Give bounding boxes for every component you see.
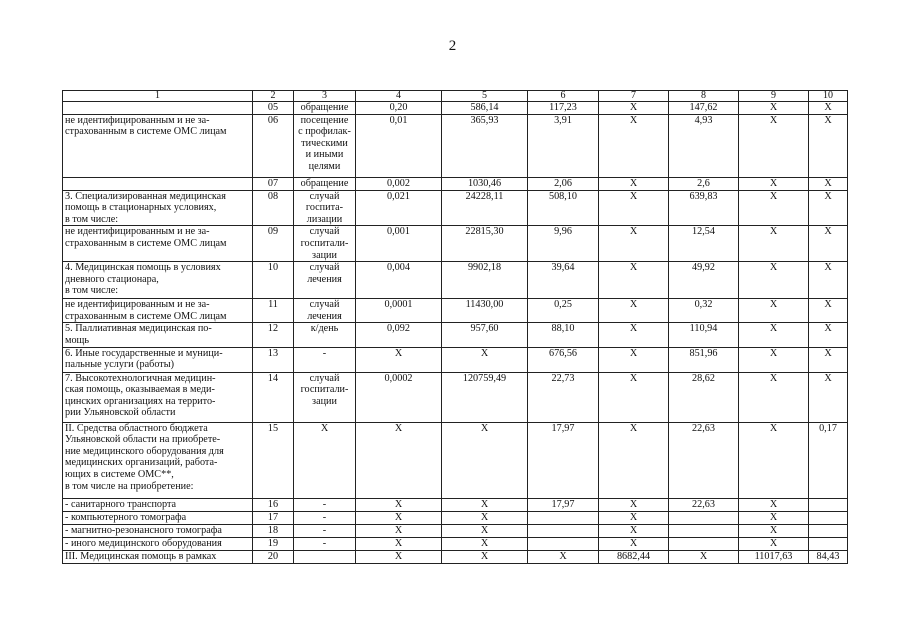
cell-col-1: 3. Специализированная медицинская помощь в стационарных условиях, в том числе:: [63, 190, 253, 226]
cell-col-5: X: [442, 537, 528, 550]
cell-col-9: X: [739, 299, 809, 323]
cell-col-3: случай госпитали- зации: [294, 372, 356, 422]
cell-col-4: X: [356, 550, 442, 563]
cell-col-2: 13: [253, 347, 294, 372]
cell-col-6: 9,96: [528, 226, 599, 262]
cell-col-7: X: [599, 226, 669, 262]
cell-col-9: X: [739, 102, 809, 115]
table-row: [63, 372, 848, 422]
cell-col-6: 0,25: [528, 299, 599, 323]
cell-col-9: X: [739, 422, 809, 498]
column-header-7: 7: [599, 91, 669, 102]
cell-col-4: 0,092: [356, 323, 442, 347]
cell-col-9: X: [739, 323, 809, 347]
cell-col-4: X: [356, 524, 442, 537]
page-number: 2: [448, 38, 457, 54]
cell-col-8: 22,63: [669, 498, 739, 511]
cell-col-9: 11017,63: [739, 550, 809, 563]
cell-col-3: случай госпита- лизации: [294, 190, 356, 226]
cell-col-3: случай лечения: [294, 262, 356, 299]
cell-col-5: 120759,49: [442, 372, 528, 422]
column-header-3: 3: [294, 91, 356, 102]
cell-col-8: [669, 537, 739, 550]
cell-col-2: 07: [253, 177, 294, 190]
cell-col-4: 0,20: [356, 102, 442, 115]
cell-col-9: X: [739, 177, 809, 190]
cell-col-9: X: [739, 262, 809, 299]
cell-col-10: 0,17: [809, 422, 848, 498]
cell-col-9: X: [739, 226, 809, 262]
cell-col-3: случай лечения: [294, 299, 356, 323]
table-row: [63, 347, 848, 372]
cell-col-7: X: [599, 511, 669, 524]
cell-col-6: 17,97: [528, 498, 599, 511]
cell-col-4: 0,01: [356, 114, 442, 177]
table-row: [63, 537, 848, 550]
table-row: [63, 190, 848, 226]
cell-col-9: X: [739, 190, 809, 226]
cell-col-9: X: [739, 498, 809, 511]
cell-col-6: 508,10: [528, 190, 599, 226]
column-header-4: 4: [356, 91, 442, 102]
cell-col-4: X: [356, 498, 442, 511]
cell-col-7: X: [599, 114, 669, 177]
cell-col-6: 17,97: [528, 422, 599, 498]
cell-col-7: X: [599, 262, 669, 299]
cell-col-4: 0,021: [356, 190, 442, 226]
table-row: [63, 226, 848, 262]
table-body: [63, 102, 848, 564]
cell-col-1: 4. Медицинская помощь в условиях дневного стационара, в том числе:: [63, 262, 253, 299]
cell-col-6: 3,91: [528, 114, 599, 177]
column-header-10: 10: [809, 91, 848, 102]
cell-col-10: X: [809, 114, 848, 177]
cell-col-4: 0,002: [356, 177, 442, 190]
cell-col-7: X: [599, 190, 669, 226]
cell-col-9: X: [739, 511, 809, 524]
cell-col-2: 11: [253, 299, 294, 323]
cell-col-1: - иного медицинского оборудования: [63, 537, 253, 550]
column-header-2: 2: [253, 91, 294, 102]
cell-col-1: 6. Иные государственные и муници- пальные услуги (работы): [63, 347, 253, 372]
cell-col-8: 0,32: [669, 299, 739, 323]
table-row: [63, 498, 848, 511]
cell-col-7: X: [599, 524, 669, 537]
column-header-6: 6: [528, 91, 599, 102]
cell-col-8: 2,6: [669, 177, 739, 190]
table-row: [63, 323, 848, 347]
cell-col-1: 5. Паллиативная медицинская по- мощь: [63, 323, 253, 347]
column-header-8: 8: [669, 91, 739, 102]
cell-col-6: 2,06: [528, 177, 599, 190]
cell-col-6: [528, 537, 599, 550]
cell-col-2: 10: [253, 262, 294, 299]
cell-col-8: 110,94: [669, 323, 739, 347]
header-row: [63, 91, 848, 102]
cell-col-7: 8682,44: [599, 550, 669, 563]
financing-table: [62, 90, 848, 564]
cell-col-8: 851,96: [669, 347, 739, 372]
cell-col-2: 17: [253, 511, 294, 524]
cell-col-2: 12: [253, 323, 294, 347]
cell-col-10: X: [809, 347, 848, 372]
cell-col-2: 05: [253, 102, 294, 115]
cell-col-4: 0,001: [356, 226, 442, 262]
cell-col-2: 16: [253, 498, 294, 511]
cell-col-5: 11430,00: [442, 299, 528, 323]
cell-col-6: 676,56: [528, 347, 599, 372]
cell-col-5: 24228,11: [442, 190, 528, 226]
cell-col-8: [669, 524, 739, 537]
cell-col-10: [809, 537, 848, 550]
cell-col-4: X: [356, 511, 442, 524]
cell-col-2: 18: [253, 524, 294, 537]
cell-col-3: посещение с профилак- тическими и иными целями: [294, 114, 356, 177]
cell-col-3: обращение: [294, 177, 356, 190]
cell-col-6: 39,64: [528, 262, 599, 299]
cell-col-10: X: [809, 190, 848, 226]
cell-col-8: [669, 511, 739, 524]
cell-col-10: X: [809, 262, 848, 299]
table-row: [63, 422, 848, 498]
cell-col-2: 08: [253, 190, 294, 226]
cell-col-2: 19: [253, 537, 294, 550]
cell-col-3: -: [294, 524, 356, 537]
cell-col-5: X: [442, 511, 528, 524]
cell-col-10: [809, 511, 848, 524]
cell-col-8: 147,62: [669, 102, 739, 115]
cell-col-5: 1030,46: [442, 177, 528, 190]
cell-col-4: X: [356, 422, 442, 498]
cell-col-7: X: [599, 323, 669, 347]
cell-col-4: 0,004: [356, 262, 442, 299]
cell-col-1: 7. Высокотехнологичная медицин- ская помощь, оказываемая в меди- цинских организациях на террито- рии Ульяновской области: [63, 372, 253, 422]
cell-col-9: X: [739, 114, 809, 177]
cell-col-10: X: [809, 323, 848, 347]
cell-col-3: обращение: [294, 102, 356, 115]
cell-col-1: не идентифицированным и не за- страхованным в системе ОМС лицам: [63, 226, 253, 262]
cell-col-5: 22815,30: [442, 226, 528, 262]
cell-col-6: 22,73: [528, 372, 599, 422]
cell-col-10: X: [809, 299, 848, 323]
table-row: [63, 524, 848, 537]
cell-col-9: X: [739, 537, 809, 550]
cell-col-4: X: [356, 537, 442, 550]
cell-col-8: 22,63: [669, 422, 739, 498]
cell-col-3: -: [294, 537, 356, 550]
cell-col-5: 9902,18: [442, 262, 528, 299]
cell-col-7: X: [599, 537, 669, 550]
cell-col-6: [528, 524, 599, 537]
cell-col-6: 117,23: [528, 102, 599, 115]
cell-col-3: к/день: [294, 323, 356, 347]
table-row: [63, 177, 848, 190]
cell-col-7: X: [599, 498, 669, 511]
cell-col-8: 639,83: [669, 190, 739, 226]
cell-col-6: [528, 511, 599, 524]
cell-col-7: X: [599, 102, 669, 115]
cell-col-8: 12,54: [669, 226, 739, 262]
cell-col-5: 365,93: [442, 114, 528, 177]
cell-col-9: X: [739, 372, 809, 422]
cell-col-10: [809, 524, 848, 537]
table-row: [63, 511, 848, 524]
cell-col-10: X: [809, 177, 848, 190]
cell-col-10: X: [809, 372, 848, 422]
cell-col-2: 14: [253, 372, 294, 422]
cell-col-8: 49,92: [669, 262, 739, 299]
cell-col-7: X: [599, 299, 669, 323]
cell-col-6: 88,10: [528, 323, 599, 347]
cell-col-7: X: [599, 347, 669, 372]
cell-col-2: 06: [253, 114, 294, 177]
cell-col-1: - санитарного транспорта: [63, 498, 253, 511]
cell-col-10: 84,43: [809, 550, 848, 563]
cell-col-10: X: [809, 226, 848, 262]
table-row: [63, 550, 848, 563]
cell-col-1: - магнитно-резонансного томографа: [63, 524, 253, 537]
table-row: [63, 114, 848, 177]
cell-col-4: 0,0001: [356, 299, 442, 323]
cell-col-3: случай госпитали- зации: [294, 226, 356, 262]
cell-col-5: 957,60: [442, 323, 528, 347]
cell-col-4: 0,0002: [356, 372, 442, 422]
cell-col-1: III. Медицинская помощь в рамках: [63, 550, 253, 563]
cell-col-5: X: [442, 422, 528, 498]
cell-col-8: X: [669, 550, 739, 563]
cell-col-1: II. Средства областного бюджета Ульяновской области на приобрете- ние медицинского оборудования для медицинских организаций, работа- ющих в системе ОМС**, в том числе на приобретение:: [63, 422, 253, 498]
cell-col-5: X: [442, 347, 528, 372]
cell-col-1: [63, 177, 253, 190]
cell-col-1: - компьютерного томографа: [63, 511, 253, 524]
cell-col-2: 20: [253, 550, 294, 563]
table-row: [63, 102, 848, 115]
cell-col-5: X: [442, 524, 528, 537]
cell-col-8: 4,93: [669, 114, 739, 177]
cell-col-3: [294, 550, 356, 563]
cell-col-9: X: [739, 524, 809, 537]
table-row: [63, 299, 848, 323]
cell-col-5: 586,14: [442, 102, 528, 115]
cell-col-3: -: [294, 347, 356, 372]
cell-col-3: -: [294, 498, 356, 511]
cell-col-7: X: [599, 372, 669, 422]
cell-col-8: 28,62: [669, 372, 739, 422]
cell-col-2: 09: [253, 226, 294, 262]
table-row: [63, 262, 848, 299]
cell-col-4: X: [356, 347, 442, 372]
cell-col-7: X: [599, 422, 669, 498]
cell-col-2: 15: [253, 422, 294, 498]
cell-col-10: X: [809, 102, 848, 115]
column-header-5: 5: [442, 91, 528, 102]
cell-col-3: X: [294, 422, 356, 498]
cell-col-9: X: [739, 347, 809, 372]
cell-col-10: [809, 498, 848, 511]
cell-col-5: X: [442, 498, 528, 511]
cell-col-3: -: [294, 511, 356, 524]
cell-col-6: X: [528, 550, 599, 563]
cell-col-7: X: [599, 177, 669, 190]
cell-col-1: не идентифицированным и не за- страхованным в системе ОМС лицам: [63, 299, 253, 323]
cell-col-5: X: [442, 550, 528, 563]
cell-col-1: не идентифицированным и не за- страхованным в системе ОМС лицам: [63, 114, 253, 177]
column-header-9: 9: [739, 91, 809, 102]
cell-col-1: [63, 102, 253, 115]
column-header-1: 1: [63, 91, 253, 102]
